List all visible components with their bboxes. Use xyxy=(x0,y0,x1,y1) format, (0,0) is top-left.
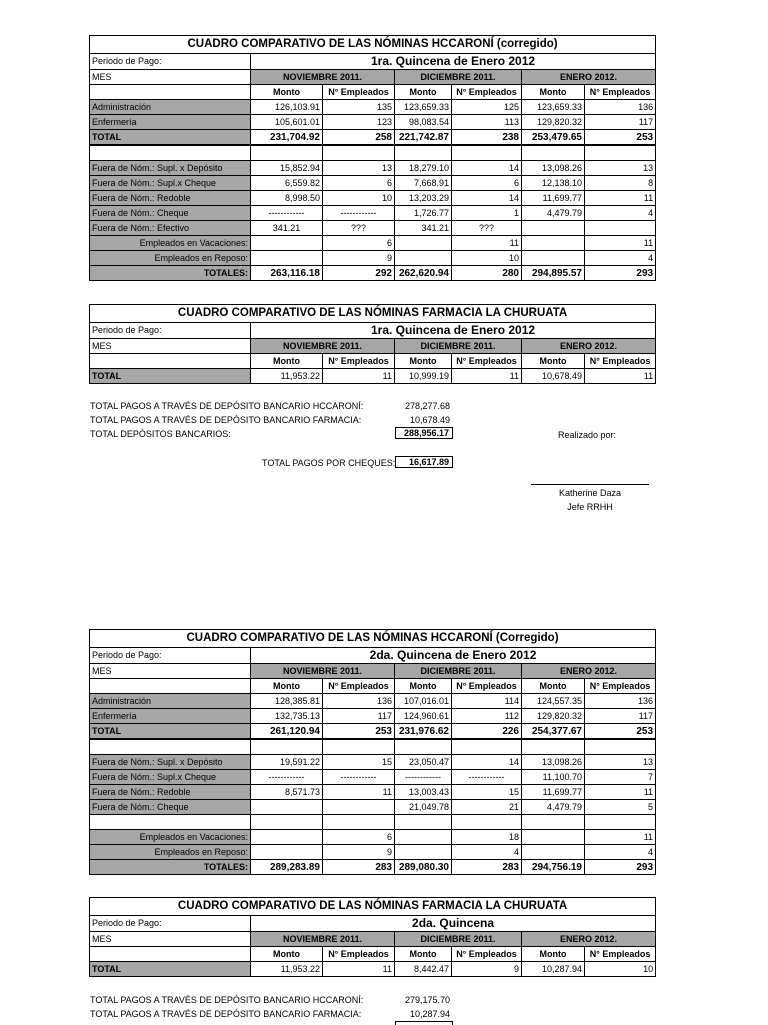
table-row: Fuera de Nóm.: Supl.x Cheque 6,559.82 6 7,668.91 6 12,138.10 8 xyxy=(90,176,656,191)
table-row: Empleados en Reposo: 9 10 4 xyxy=(90,251,656,266)
table-row: Fuera de Nóm.: Cheque 21,049.78 21 4,479.79 5 xyxy=(90,800,656,815)
table-title: CUADRO COMPARATIVO DE LAS NÓMINAS FARMACIA LA CHURUATA xyxy=(90,898,656,916)
total-row: TOTAL 11,953.22 11 10,999.19 11 10,678.49 11 xyxy=(90,369,656,384)
table-row: Fuera de Nóm.: Redoble 8,998.50 10 13,203.29 14 11,699.77 11 xyxy=(90,191,656,206)
summary-value: 10,678.49 xyxy=(409,415,450,425)
period-value: 2da. Quincena de Enero 2012 xyxy=(251,648,656,664)
period-value: 2da. Quincena xyxy=(251,916,656,932)
period-value: 1ra. Quincena de Enero 2012 xyxy=(251,54,656,70)
table-title: CUADRO COMPARATIVO DE LAS NÓMINAS HCCARONÍ (corregido) xyxy=(90,36,656,54)
realizado-label: Realizado por: xyxy=(558,430,617,440)
table-row: Fuera de Nóm.: Efectivo 341.21 ??? 341.21 ??? xyxy=(90,221,656,236)
period-label: Periodo de Pago: xyxy=(90,916,251,932)
col-monto: Monto xyxy=(395,85,452,100)
total-row: TOTAL 231,704.92 258 221,742.87 238 253,479.65 253 xyxy=(90,130,656,146)
table-title: CUADRO COMPARATIVO DE LAS NÓMINAS HCCARONÍ (Corregido) xyxy=(90,630,656,648)
table-row: Enfermería 132,735.13 117 124,960.61 112 129,820.32 117 xyxy=(90,709,656,724)
table-row: Fuera de Nóm.: Cheque ------------ ------------ 1,726.77 1 4,479.79 4 xyxy=(90,206,656,221)
mes-label: MES xyxy=(90,339,251,354)
table-row: Empleados en Vacaciones: 6 18 11 xyxy=(90,830,656,845)
table-hccaroni-1ra xyxy=(89,35,656,281)
mes-label: MES xyxy=(90,664,251,679)
cheques-value: 16,617.89 xyxy=(395,456,453,468)
table-row: Empleados en Vacaciones: 6 11 11 xyxy=(90,236,656,251)
period-value: 1ra. Quincena de Enero 2012 xyxy=(251,323,656,339)
summary-label: TOTAL PAGOS A TRAVÉS DE DEPÓSITO BANCARIO HCCARONÍ: xyxy=(90,995,364,1005)
table-row: Fuera de Nóm.: Supl. x Depósito 15,852.94 13 18,279.10 14 13,098.26 13 xyxy=(90,161,656,176)
col-monto: Monto xyxy=(522,85,585,100)
period-label: Periodo de Pago: xyxy=(90,54,251,70)
col-empleados: N° Empleados xyxy=(585,85,656,100)
period-label: Periodo de Pago: xyxy=(90,323,251,339)
cheques-label: TOTAL PAGOS POR CHEQUES: xyxy=(262,458,396,468)
summary-label: TOTAL DEPÓSITOS BANCARIOS: xyxy=(90,429,231,439)
table-farmacia-2da: CUADRO COMPARATIVO DE LAS NÓMINAS FARMACIA LA CHURUATA Periodo de Pago: 2da. Quincena MES NOVIEMBRE 2011. DICIEMBRE 2011. ENERO 2012. Monto N° Empleados Monto N° Empleados Monto N° Empleados TOTAL 11,953.22 11 8,442.47 9 10,287.94 10 xyxy=(89,897,656,977)
signer-name: Katherine Daza xyxy=(558,488,622,498)
table-farmacia-1ra: CUADRO COMPARATIVO DE LAS NÓMINAS FARMACIA LA CHURUATA Periodo de Pago: 1ra. Quincena de Enero 2012 MES NOVIEMBRE 2011. DICIEMBRE 2011. ENERO 2012. Monto N° Empleados Monto N° Empleados Monto N° Empleados TOTAL 11,953.22 11 10,999.19 11 10,678.49 11 xyxy=(89,304,656,384)
table-row: Enfermería 105,601.01 123 98,083.54 113 129,820.32 117 xyxy=(90,115,656,130)
totales-row: TOTALES: 263,116.18 292 262,620.94 280 294,895.57 293 xyxy=(90,266,656,281)
col-monto: Monto xyxy=(251,85,323,100)
summary-label: TOTAL PAGOS A TRAVÉS DE DEPÓSITO BANCARIO FARMACIA: xyxy=(90,415,362,425)
total-row: TOTAL 261,120.94 253 231,976.62 226 254,377.67 253 xyxy=(90,724,656,740)
table-title: CUADRO COMPARATIVO DE LAS NÓMINAS FARMACIA LA CHURUATA xyxy=(90,305,656,323)
period-label: Periodo de Pago: xyxy=(90,648,251,664)
total-row: TOTAL 11,953.22 11 8,442.47 9 10,287.94 10 xyxy=(90,962,656,977)
table-row: Fuera de Nóm.: Redoble 8,571.73 11 13,003.43 15 11,699.77 11 xyxy=(90,785,656,800)
table-row: Administración 126,103.91 135 123,659.33 125 123,659.33 136 xyxy=(90,100,656,115)
signature-line xyxy=(531,484,649,485)
table-row: Fuera de Nóm.: Supl.x Cheque ------------ ------------ ------------ ------------ 11,100.70 7 xyxy=(90,770,656,785)
month-ene: ENERO 2012. xyxy=(522,70,656,85)
summary-value: 10,287.94 xyxy=(409,1009,450,1019)
col-empleados: N° Empleados xyxy=(323,85,395,100)
summary-label: TOTAL PAGOS A TRAVÉS DE DEPÓSITO BANCARIO HCCARONÍ: xyxy=(90,401,364,411)
totales-row: TOTALES: 289,283.89 283 289,080.30 283 294,756.19 293 xyxy=(90,860,656,875)
total-depositos-value: 288,956.17 xyxy=(395,427,453,439)
box-partial xyxy=(395,1021,453,1025)
table-row: Administración 128,385.81 136 107,016.01 114 124,557.35 136 xyxy=(90,694,656,709)
mes-label: MES xyxy=(90,70,251,85)
table-row: Empleados en Reposo: 9 4 4 xyxy=(90,845,656,860)
summary-value: 278,277.68 xyxy=(404,401,450,411)
mes-label: MES xyxy=(90,932,251,947)
month-dic: DICIEMBRE 2011. xyxy=(395,70,522,85)
summary-label: TOTAL PAGOS A TRAVÉS DE DEPÓSITO BANCARIO FARMACIA: xyxy=(90,1009,362,1019)
summary-value: 279,175.70 xyxy=(404,995,450,1005)
col-empleados: N° Empleados xyxy=(452,85,522,100)
month-nov: NOVIEMBRE 2011. xyxy=(251,70,395,85)
table-hccaroni-2da: CUADRO COMPARATIVO DE LAS NÓMINAS HCCARONÍ (Corregido) Periodo de Pago: 2da. Quincena de Enero 2012 MES NOVIEMBRE 2011. DICIEMBRE 2011. ENERO 2012. Monto N° Empleados Monto N° Empleados Monto N° Empleados Administración 128,385.81 136 107,016.01 114 124,557.35 136 Enfermería 132,735.13 117 124,960.61 112 129,820.32 117 TOTAL 261,120.94 253 231,976.62 226 254,377.67 253 Fuera de Nóm.: Supl. x Depósito 19,591.22 15 23,050.47 14 13,098.26 13 Fuera de Nóm.: Supl.x Cheque ------------ ------------ ------------ ------------ 11,100.70 7 Fuera de Nóm.: Redoble 8,571.73 11 13,003.43 15 11,699.77 11 Fuera de Nóm.: Cheque 21,049.78 21 4,479.79 5 Empleados en Vacaciones: 6 18 11 Empleados en Reposo: 9 4 4 TOTALES: 289,283.89 283 289,080.30 283 294,756.19 293 xyxy=(89,629,656,875)
table-row: Fuera de Nóm.: Supl. x Depósito 19,591.22 15 23,050.47 14 13,098.26 13 xyxy=(90,755,656,770)
signer-role: Jefe RRHH xyxy=(567,502,613,512)
